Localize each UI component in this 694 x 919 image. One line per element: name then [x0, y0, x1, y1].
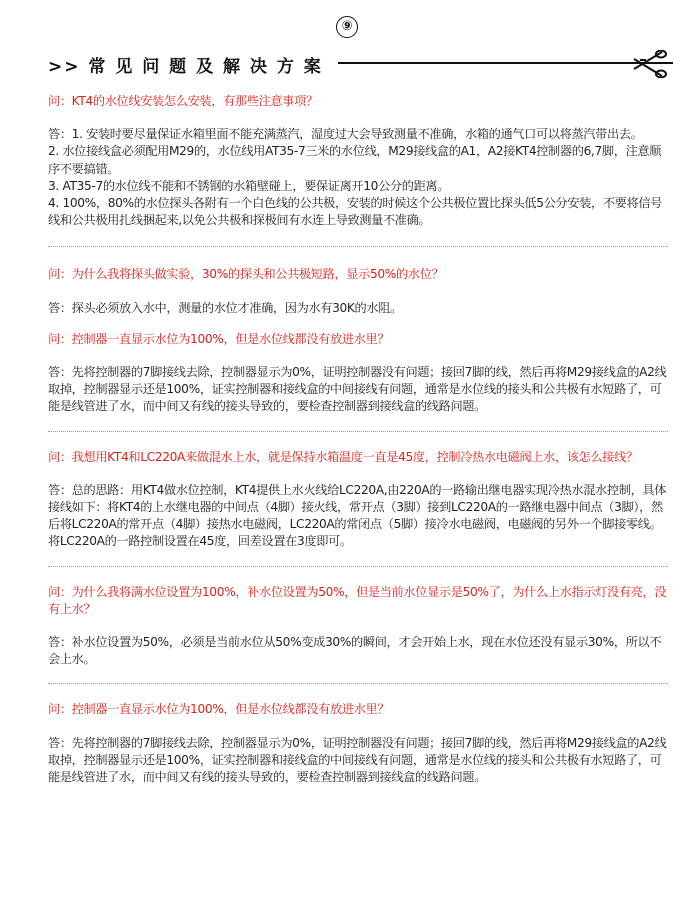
faq-question: 问：KT4的水位线安装怎么安装，有那些注意事项？ [48, 94, 318, 108]
answer-line: 答：1. 安装时要尽量保证水箱里面不能充满蒸汽，湿度过大会导致测量不准确，水箱的通气口可以将蒸汽带出去。 [48, 127, 643, 142]
answer-line: 4. 100%，80%的水位探头各附有一个白色线的公共极，安装的时候这个公共极位置比探头低5公分安装，不要将信号线和公共极用扎线捆起来,以免公共极和探极间有水连上导致测量不准确。 [48, 196, 663, 228]
answer-line: 2. 水位接线盒必须配用M29的，水位线用AT35-7三米的水位线，M29接线盒的A1，A2接KT4控制器的6,7脚，注意顺序不要搞错。 [48, 144, 662, 176]
page-number: ⑨ [336, 16, 358, 38]
faq-item [48, 266, 668, 316]
section-header [48, 50, 668, 78]
faq-answer [48, 126, 668, 229]
faq-answer: 答：探头必须放入水中，测量的水位才准确，因为水有30K的水阻。 [48, 300, 402, 315]
faq-question: 问：控制器一直显示水位为100%，但是水位线都没有放进水里？ [48, 331, 390, 346]
faq-question: 问：为什么我将满水位设置为100%，补水位设置为50%，但是当前水位显示是50%了，为什么上水指示灯没有亮，没有上水？ [48, 584, 667, 616]
faq-answer: 答：总的思路：用KT4做水位控制，KT4提供上水火线给LC220A,由220A的一路输出继电器实现冷热水混水控制，具体接线如下：将KT4的上水继电器的中间点（4脚）接火线，常开点（3脚）接到LC220A的一路继电器中间点（3脚），然后将LC220A的常开点（4脚）接热水电磁阀，LC220A的常闭点（5脚）接冷水电磁阀，电磁阀的另外一个脚接零线。 将LC220A的一路控制设置在45度，回差设置在3度即可。 [48, 482, 667, 549]
section-title: >> 常 见 问 题 及 解 决 方 案 [48, 57, 323, 77]
faq-item [48, 449, 668, 551]
faq-answer: 答：补水位设置为50%，必须是当前水位从50%变成30%的瞬间，才会开始上水，现在水位还没有显示30%，所以不会上水。 [48, 635, 662, 667]
faq-item [48, 584, 668, 669]
faq-question: 问：控制器一直显示水位为100%，但是水位线都没有放进水里？ [48, 702, 390, 717]
faq-item [48, 93, 668, 229]
scissors-icon [632, 50, 668, 78]
header-divider-line [338, 62, 673, 64]
faq-answer: 答：先将控制器的7脚接线去除，控制器显示为0%，证明控制器没有问题；接回7脚的线，然后再将M29接线盒的A2线取掉，控制器显示还是100%，证实控制器和接线盒的中间接线有问题，通常是水位线的接头和公共极有水短路了，可能是线管进了水，而中间又有线的接头导致的，要检查控制器到接线盒的线路问题。 [48, 365, 667, 414]
section-divider [48, 683, 668, 684]
faq-item [48, 701, 668, 786]
faq-question: 问：为什么我将探头做实验，30%的探头和公共极短路，显示50%的水位？ [48, 267, 444, 282]
section-divider [48, 246, 668, 247]
section-divider [48, 431, 668, 432]
section-divider [48, 566, 668, 567]
faq-question: 问：我想用KT4和LC220A来做混水上水，就是保持水箱温度一直是45度，控制冷热水电磁阀上水，该怎么接线？ [48, 449, 638, 464]
answer-line: 3. AT35-7的水位线不能和不锈钢的水箱壁碰上，要保证离开10公分的距离。 [48, 178, 450, 193]
faq-content [48, 93, 668, 786]
faq-answer: 答：先将控制器的7脚接线去除，控制器显示为0%，证明控制器没有问题；接回7脚的线，然后再将M29接线盒的A2线取掉，控制器显示还是100%，证实控制器和接线盒的中间接线有问题，通常是水位线的接头和公共极有水短路了，可能是线管进了水，而中间又有线的接头导致的，要检查控制器到接线盒的线路问题。 [48, 735, 667, 785]
faq-item [48, 331, 668, 416]
